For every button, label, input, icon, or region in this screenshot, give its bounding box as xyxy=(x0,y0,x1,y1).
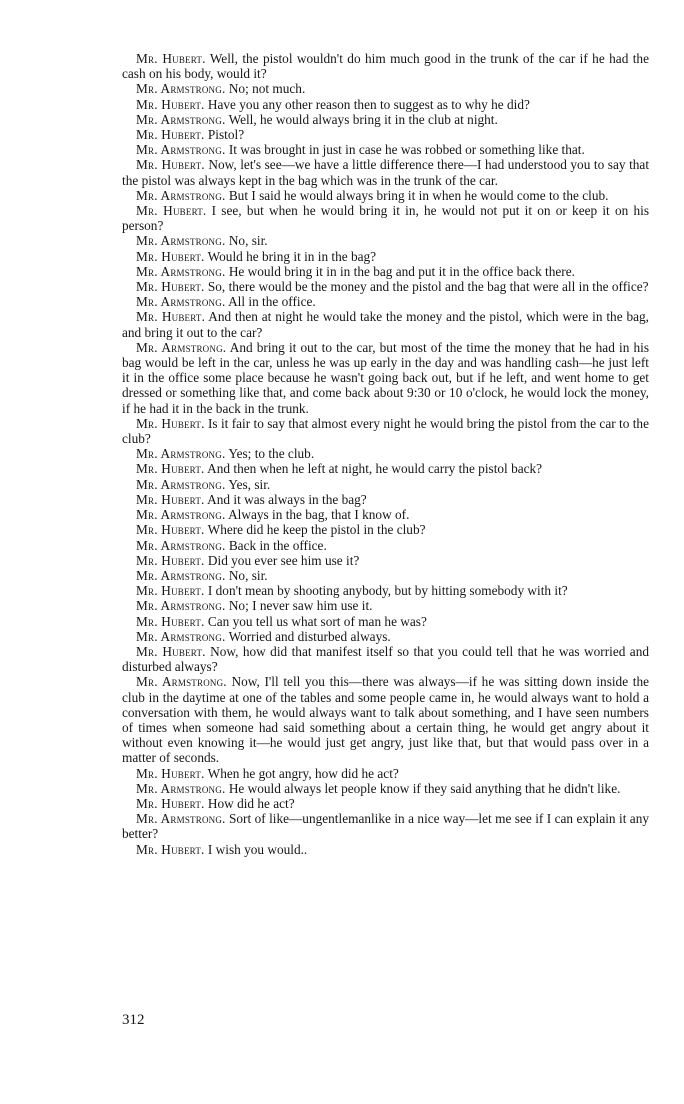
speaker-name: Mr. Armstrong. xyxy=(136,476,226,492)
speaker-name: Mr. Hubert. xyxy=(136,279,205,295)
testimony-paragraph xyxy=(122,51,649,81)
speech-text: Always in the bag, that I know of. xyxy=(228,507,410,523)
testimony-paragraph xyxy=(122,294,649,309)
speech-text: All in the office. xyxy=(228,294,316,310)
speaker-name: Mr. Armstrong. xyxy=(136,339,227,355)
testimony-paragraph xyxy=(122,796,649,811)
speech-text: Well, he would always bring it in the club at night. xyxy=(228,111,498,127)
speech-text: How did he act? xyxy=(207,795,295,811)
speech-text: Now, let's see—we have a little difference there—I had understood you to say that the pistol was always kept in the bag which was in the trunk of the car. xyxy=(122,157,650,188)
speaker-name: Mr. Armstrong. xyxy=(136,674,227,690)
testimony-paragraph xyxy=(122,644,649,674)
speaker-name: Mr. Hubert. xyxy=(136,248,205,264)
testimony-paragraph xyxy=(122,142,649,157)
testimony-paragraph xyxy=(122,309,649,339)
speech-text: Well, the pistol wouldn't do him much good in the trunk of the car if he had the cash on his body, would it? xyxy=(122,51,649,82)
speaker-name: Mr. Hubert. xyxy=(136,309,206,325)
speaker-name: Mr. Hubert. xyxy=(136,522,205,538)
speech-text: So, there would be the money and the pistol and the bag that were all in the office? xyxy=(207,279,649,295)
testimony-paragraph xyxy=(122,568,649,583)
testimony-paragraph xyxy=(122,781,649,796)
testimony-paragraph xyxy=(122,492,649,507)
testimony-paragraph xyxy=(122,507,649,522)
speech-text: Have you any other reason then to suggest as to why he did? xyxy=(207,96,530,112)
testimony-paragraph xyxy=(122,233,649,248)
speech-text: I don't mean by shooting anybody, but by hitting somebody with it? xyxy=(207,583,568,599)
testimony-paragraph xyxy=(122,629,649,644)
transcript-body xyxy=(122,51,649,857)
testimony-paragraph xyxy=(122,249,649,264)
speaker-name: Mr. Armstrong. xyxy=(136,780,226,796)
speech-text: Can you tell us what sort of man he was? xyxy=(207,613,427,629)
testimony-paragraph xyxy=(122,461,649,476)
speech-text: No, sir. xyxy=(228,233,268,249)
speech-text: No, sir. xyxy=(228,567,268,583)
testimony-paragraph xyxy=(122,97,649,112)
speaker-name: Mr. Armstrong. xyxy=(136,628,226,644)
speaker-name: Mr. Hubert. xyxy=(136,765,205,781)
speaker-name: Mr. Armstrong. xyxy=(136,294,226,310)
testimony-paragraph xyxy=(122,188,649,203)
speaker-name: Mr. Hubert. xyxy=(136,552,205,568)
speech-text: But I said he would always bring it in when he would come to the club. xyxy=(228,187,609,203)
speech-text: And then when he left at night, he would carry the pistol back? xyxy=(207,461,543,477)
testimony-paragraph xyxy=(122,842,649,857)
testimony-paragraph xyxy=(122,583,649,598)
speaker-name: Mr. Hubert. xyxy=(136,51,206,66)
speech-text: And bring it out to the car, but most of the time the money that he had in his bag would be left in the car, unless he was up early in the day and was handling cash—he just left it in the office some place because he wasn't going back out, but if he left, and went home to get dressed or something like that, and come back about 9:30 or 10 o'clock, he would lock the money, if he had it in the back in the trunk. xyxy=(122,339,649,416)
speech-text: Where did he keep the pistol in the club? xyxy=(207,522,426,538)
speech-text: He would always let people know if they said anything that he didn't like. xyxy=(228,780,621,796)
testimony-paragraph xyxy=(122,674,649,765)
speaker-name: Mr. Armstrong. xyxy=(136,567,226,583)
speaker-name: Mr. Hubert. xyxy=(136,461,205,477)
speech-text: Now, how did that manifest itself so that you could tell that he was worried and disturbed always? xyxy=(122,643,649,675)
speech-text: Is it fair to say that almost every night he would bring the pistol from the car to the club? xyxy=(122,415,649,447)
speaker-name: Mr. Armstrong. xyxy=(136,811,226,827)
speech-text: Yes; to the club. xyxy=(228,446,315,462)
testimony-paragraph xyxy=(122,553,649,568)
speech-text: I see, but when he would bring it in, he would not put it on or keep it on his person? xyxy=(122,203,649,234)
speech-text: Would he bring it in in the bag? xyxy=(207,248,377,264)
speaker-name: Mr. Armstrong. xyxy=(136,598,226,614)
speech-text: And then at night he would take the money and the pistol, which were in the bag, and bring it out to the car? xyxy=(122,309,650,340)
speaker-name: Mr. Hubert. xyxy=(136,203,207,219)
speech-text: Back in the office. xyxy=(228,537,327,553)
speaker-name: Mr. Armstrong. xyxy=(136,507,226,523)
speech-text: Worried and disturbed always. xyxy=(228,628,391,644)
page-number: 312 xyxy=(122,1012,145,1028)
speech-text: And it was always in the bag? xyxy=(207,491,367,507)
speaker-name: Mr. Armstrong. xyxy=(136,446,226,462)
speech-text: Pistol? xyxy=(207,127,245,143)
testimony-paragraph xyxy=(122,157,649,187)
testimony-paragraph xyxy=(122,522,649,537)
testimony-paragraph xyxy=(122,340,649,416)
speaker-name: Mr. Armstrong. xyxy=(136,111,226,127)
speaker-name: Mr. Hubert. xyxy=(136,491,205,507)
testimony-paragraph xyxy=(122,416,649,446)
speech-text: He would bring it in in the bag and put it in the office back there. xyxy=(228,263,575,279)
speaker-name: Mr. Hubert. xyxy=(136,96,205,112)
speaker-name: Mr. Armstrong. xyxy=(136,537,226,553)
speaker-name: Mr. Armstrong. xyxy=(136,81,226,97)
speaker-name: Mr. Hubert. xyxy=(136,583,205,599)
speech-text: When he got angry, how did he act? xyxy=(207,765,399,781)
speaker-name: Mr. Armstrong. xyxy=(136,233,226,249)
testimony-paragraph xyxy=(122,614,649,629)
speech-text: Yes, sir. xyxy=(228,476,271,492)
speaker-name: Mr. Armstrong. xyxy=(136,263,226,279)
testimony-paragraph xyxy=(122,264,649,279)
speaker-name: Mr. Hubert. xyxy=(136,127,205,143)
speech-text: Did you ever see him use it? xyxy=(207,552,360,568)
testimony-paragraph xyxy=(122,112,649,127)
testimony-paragraph xyxy=(122,538,649,553)
testimony-paragraph xyxy=(122,766,649,781)
speaker-name: Mr. Hubert. xyxy=(136,613,205,629)
speech-text: No; not much. xyxy=(228,81,306,97)
speaker-name: Mr. Armstrong. xyxy=(136,142,226,158)
testimony-paragraph xyxy=(122,81,649,96)
speech-text: Sort of like—ungentlemanlike in a nice way—let me see if I can explain it any better? xyxy=(122,811,650,842)
speaker-name: Mr. Armstrong. xyxy=(136,187,226,203)
speaker-name: Mr. Hubert. xyxy=(136,415,205,431)
testimony-paragraph xyxy=(122,279,649,294)
speech-text: I wish you would.. xyxy=(207,841,308,857)
testimony-paragraph xyxy=(122,477,649,492)
speaker-name: Mr. Hubert. xyxy=(136,643,206,659)
testimony-paragraph xyxy=(122,127,649,142)
speaker-name: Mr. Hubert. xyxy=(136,795,205,811)
testimony-paragraph xyxy=(122,811,649,841)
speaker-name: Mr. Hubert. xyxy=(136,157,205,173)
speaker-name: Mr. Hubert. xyxy=(136,841,205,857)
speech-text: It was brought in just in case he was robbed or something like that. xyxy=(228,142,585,158)
speech-text: No; I never saw him use it. xyxy=(228,598,373,614)
testimony-paragraph xyxy=(122,446,649,461)
testimony-paragraph xyxy=(122,598,649,613)
speech-text: Now, I'll tell you this—there was always—if he was sitting down inside the club in the daytime at one of the tables and some people came in, he would always want to hold a conversation with them, he would always want to talk about something, and I have seen numbers of times when someone had said something about a certain thing, he would get angry about it without even knowing it—he would just get angry, just like that, but that would pass over in a matter of seconds. xyxy=(122,674,650,766)
testimony-paragraph xyxy=(122,203,649,233)
